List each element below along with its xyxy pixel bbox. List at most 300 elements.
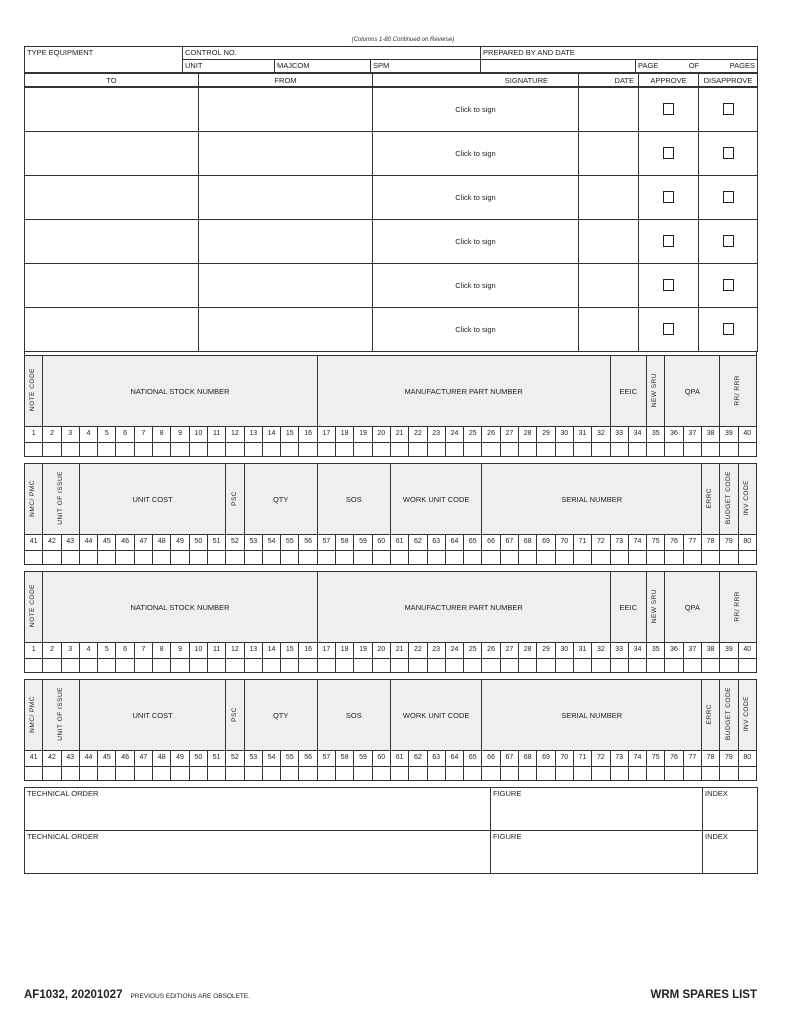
entry-cell[interactable] [647,767,665,781]
entry-cell[interactable] [134,443,152,457]
entry-cell[interactable] [299,767,317,781]
column-number: 72 [592,535,610,551]
column-number: 43 [61,751,79,767]
entry-cell[interactable] [647,659,665,673]
click-to-sign[interactable]: Click to sign [455,325,496,334]
entry-cell[interactable] [720,659,738,673]
column-number: 19 [354,427,372,443]
entry-cell[interactable] [43,551,61,565]
column-number: 4 [79,643,97,659]
entry-cell[interactable] [153,659,171,673]
entry-cell[interactable] [500,443,518,457]
click-to-sign[interactable]: Click to sign [455,149,496,158]
entry-cell[interactable] [390,659,408,673]
entry-cell[interactable] [537,443,555,457]
entry-cell[interactable] [336,767,354,781]
entry-cell[interactable] [610,551,628,565]
signature-field[interactable] [373,176,579,220]
entry-cell[interactable] [244,443,262,457]
entry-cell[interactable] [427,551,445,565]
date-header: DATE [579,74,639,87]
entry-cell[interactable] [299,659,317,673]
to-field[interactable] [25,132,199,176]
item-block-b [24,679,757,781]
disapprove-checkbox[interactable] [723,235,734,247]
unit-of-issue-label: UNIT OF ISSUE [56,687,64,741]
qty-label: QTY [244,680,317,751]
routing-table [24,73,758,87]
entry-cell[interactable] [43,443,61,457]
entry-cell[interactable] [336,551,354,565]
column-number: 66 [482,535,500,551]
column-number: 29 [537,427,555,443]
unit-cost-label: UNIT COST [79,680,225,751]
entry-cell[interactable] [336,443,354,457]
entry-cell[interactable] [281,767,299,781]
entry-cell[interactable] [116,551,134,565]
entry-cell[interactable] [628,443,646,457]
entry-cell[interactable] [445,551,463,565]
disapprove-checkbox[interactable] [723,147,734,159]
entry-cell[interactable] [43,767,61,781]
column-number: 47 [134,751,152,767]
entry-cell[interactable] [171,659,189,673]
from-field[interactable] [199,220,373,264]
entry-cell[interactable] [482,767,500,781]
index-field-1[interactable]: INDEX [703,788,758,831]
entry-cell[interactable] [445,659,463,673]
entry-cell[interactable] [61,443,79,457]
signature-header: SIGNATURE [373,74,579,87]
spm-field[interactable]: SPM [371,60,481,73]
entry-cell[interactable] [226,443,244,457]
approve-checkbox[interactable] [663,103,674,115]
entry-cell[interactable] [336,659,354,673]
entry-cell[interactable] [427,767,445,781]
entry-cell[interactable] [464,443,482,457]
entry-cell[interactable] [207,551,225,565]
from-field[interactable] [199,132,373,176]
entry-cell[interactable] [171,443,189,457]
column-number: 22 [409,643,427,659]
entry-cell[interactable] [537,659,555,673]
entry-cell[interactable] [482,551,500,565]
date-field[interactable] [579,264,639,308]
entry-cell[interactable] [61,767,79,781]
column-number: 17 [317,427,335,443]
entry-cell[interactable] [683,659,701,673]
entry-cell[interactable] [226,551,244,565]
column-number: 27 [500,643,518,659]
column-number: 74 [628,535,646,551]
entry-cell[interactable] [628,551,646,565]
signature-field[interactable] [373,88,579,132]
entry-cell[interactable] [519,551,537,565]
approve-cell [639,132,699,176]
date-field[interactable] [579,308,639,352]
entry-cell[interactable] [628,659,646,673]
majcom-field[interactable]: MAJCOM [275,60,371,73]
entry-cell[interactable] [354,551,372,565]
disapprove-checkbox[interactable] [723,103,734,115]
column-number: 26 [482,643,500,659]
entry-cell[interactable] [98,551,116,565]
entry-cell[interactable] [427,659,445,673]
entry-cell[interactable] [500,767,518,781]
entry-cell[interactable] [317,551,335,565]
entry-cell[interactable] [244,767,262,781]
entry-cell[interactable] [299,551,317,565]
signature-field[interactable] [373,132,579,176]
entry-cell[interactable] [555,659,573,673]
entry-cell[interactable] [592,767,610,781]
entry-cell[interactable] [281,551,299,565]
column-number: 43 [61,535,79,551]
column-number: 7 [134,643,152,659]
column-number: 25 [464,643,482,659]
entry-cell[interactable] [665,659,683,673]
entry-cell[interactable] [573,443,591,457]
entry-cell[interactable] [409,551,427,565]
entry-cell[interactable] [153,767,171,781]
entry-cell[interactable] [189,443,207,457]
entry-cell[interactable] [720,551,738,565]
column-number: 71 [573,535,591,551]
column-number: 80 [738,751,756,767]
entry-cell[interactable] [573,767,591,781]
figure-field-1[interactable]: FIGURE [491,788,703,831]
inv-code-label: INV CODE [742,696,750,732]
entry-cell[interactable] [738,767,756,781]
entry-cell[interactable] [98,767,116,781]
entry-cell[interactable] [427,443,445,457]
sos-label: SOS [317,680,390,751]
column-number: 31 [573,643,591,659]
to-field[interactable] [25,220,199,264]
entry-cell[interactable] [262,551,280,565]
figure-field-2[interactable]: FIGURE [491,831,703,874]
entry-cell[interactable] [79,551,97,565]
entry-cell[interactable] [464,659,482,673]
from-field[interactable] [199,88,373,132]
column-number: 34 [628,643,646,659]
entry-cell[interactable] [25,443,43,457]
column-number: 5 [98,643,116,659]
form-footer [24,989,757,1009]
entry-cell[interactable] [372,767,390,781]
entry-cell[interactable] [390,551,408,565]
entry-cell[interactable] [573,551,591,565]
type-equipment-field[interactable]: TYPE EQUIPMENT [25,47,183,73]
entry-cell[interactable] [610,767,628,781]
entry-cell[interactable] [134,659,152,673]
entry-cell[interactable] [482,443,500,457]
entry-cell[interactable] [98,659,116,673]
entry-cell[interactable] [500,659,518,673]
entry-cell[interactable] [244,659,262,673]
note-code-label: NOTE CODE [29,584,37,628]
signature-field[interactable] [373,308,579,352]
column-number: 15 [281,643,299,659]
entry-cell[interactable] [134,767,152,781]
entry-cell[interactable] [464,551,482,565]
entry-cell[interactable] [665,551,683,565]
unit-field[interactable]: UNIT [183,60,275,73]
eeic-label: EEIC [610,572,647,643]
entry-cell[interactable] [25,551,43,565]
entry-cell[interactable] [683,443,701,457]
entry-cell[interactable] [409,443,427,457]
approve-cell [639,308,699,352]
entry-cell[interactable] [647,443,665,457]
entry-cell[interactable] [171,767,189,781]
entry-cell[interactable] [738,443,756,457]
entry-cell[interactable] [354,767,372,781]
entry-cell[interactable] [445,767,463,781]
disapprove-cell [699,264,758,308]
entry-cell[interactable] [738,551,756,565]
to-field[interactable] [25,176,199,220]
entry-cell[interactable] [701,443,719,457]
entry-cell[interactable] [79,767,97,781]
entry-cell[interactable] [281,659,299,673]
column-number: 56 [299,535,317,551]
column-number: 45 [98,751,116,767]
approve-checkbox[interactable] [663,279,674,291]
entry-cell[interactable] [189,659,207,673]
entry-cell[interactable] [683,767,701,781]
entry-cell[interactable] [25,659,43,673]
column-number: 25 [464,427,482,443]
entry-cell[interactable] [720,767,738,781]
column-number: 21 [390,643,408,659]
entry-cell[interactable] [683,551,701,565]
column-number: 28 [519,643,537,659]
click-to-sign[interactable]: Click to sign [455,281,496,290]
entry-cell[interactable] [647,551,665,565]
column-number: 34 [628,427,646,443]
entry-cell[interactable] [555,551,573,565]
column-number: 38 [701,643,719,659]
entry-cell[interactable] [573,659,591,673]
entry-cell[interactable] [299,443,317,457]
approve-checkbox[interactable] [663,191,674,203]
prepared-by-field[interactable]: PREPARED BY AND DATE [481,47,758,60]
index-field-2[interactable]: INDEX [703,831,758,874]
column-number: 10 [189,427,207,443]
column-number: 26 [482,427,500,443]
new-sru-label: NEW SRU [651,588,659,624]
entry-cell[interactable] [390,767,408,781]
date-field[interactable] [579,132,639,176]
entry-cell[interactable] [610,443,628,457]
entry-cell[interactable] [317,659,335,673]
entry-cell[interactable] [519,443,537,457]
form-id: AF1032, 20201027 PREVIOUS EDITIONS ARE OBSOLETE. [24,989,251,1001]
entry-cell[interactable] [610,659,628,673]
entry-cell[interactable] [372,659,390,673]
entry-cell[interactable] [592,551,610,565]
entry-cell[interactable] [207,767,225,781]
click-to-sign[interactable]: Click to sign [455,105,496,114]
entry-cell[interactable] [189,551,207,565]
technical-order-field-1[interactable]: TECHNICAL ORDER [25,788,491,831]
column-number: 76 [665,535,683,551]
entry-cell[interactable] [592,659,610,673]
signature-field[interactable] [373,264,579,308]
to-field[interactable] [25,308,199,352]
qty-label: QTY [244,464,317,535]
entry-cell[interactable] [79,659,97,673]
signature-field[interactable] [373,220,579,264]
entry-cell[interactable] [171,551,189,565]
from-header: FROM [199,74,373,87]
from-field[interactable] [199,264,373,308]
entry-cell[interactable] [354,659,372,673]
entry-cell[interactable] [354,443,372,457]
click-to-sign[interactable]: Click to sign [455,237,496,246]
column-number: 60 [372,535,390,551]
entry-cell[interactable] [628,767,646,781]
header-table [24,46,758,73]
entry-cell[interactable] [116,659,134,673]
date-field[interactable] [579,220,639,264]
entry-cell[interactable] [519,767,537,781]
entry-cell[interactable] [61,551,79,565]
column-number: 65 [464,751,482,767]
column-number: 35 [647,643,665,659]
column-number: 40 [738,427,756,443]
entry-cell[interactable] [226,659,244,673]
entry-cell[interactable] [43,659,61,673]
column-number: 57 [317,751,335,767]
entry-cell[interactable] [665,443,683,457]
entry-cell[interactable] [701,767,719,781]
control-no-field[interactable]: CONTROL NO. [183,47,481,60]
entry-cell[interactable] [701,551,719,565]
entry-cell[interactable] [482,659,500,673]
column-number: 33 [610,427,628,443]
column-number: 9 [171,427,189,443]
to-field[interactable] [25,88,199,132]
entry-cell[interactable] [317,767,335,781]
entry-cell[interactable] [244,551,262,565]
page-field[interactable]: PAGE OF PAGES [636,60,758,73]
entry-cell[interactable] [116,767,134,781]
column-number: 57 [317,535,335,551]
column-number: 13 [244,427,262,443]
entry-cell[interactable] [116,443,134,457]
entry-cell[interactable] [592,443,610,457]
from-field[interactable] [199,308,373,352]
mpn-label: MANUFACTURER PART NUMBER [317,356,610,427]
eeic-label: EEIC [610,356,647,427]
entry-cell[interactable] [262,659,280,673]
entry-cell[interactable] [153,551,171,565]
column-number: 6 [116,427,134,443]
column-number: 47 [134,535,152,551]
column-number: 74 [628,751,646,767]
column-number: 64 [445,751,463,767]
entry-cell[interactable] [519,659,537,673]
column-number: 2 [43,427,61,443]
entry-cell[interactable] [372,551,390,565]
date-field[interactable] [579,176,639,220]
approve-checkbox[interactable] [663,323,674,335]
date-field[interactable] [579,88,639,132]
entry-cell[interactable] [207,659,225,673]
entry-cell[interactable] [500,551,518,565]
entry-cell[interactable] [134,551,152,565]
to-field[interactable] [25,264,199,308]
entry-cell[interactable] [372,443,390,457]
column-number: 42 [43,751,61,767]
nsn-label: NATIONAL STOCK NUMBER [43,356,317,427]
entry-cell[interactable] [701,659,719,673]
entry-cell[interactable] [153,443,171,457]
entry-cell[interactable] [390,443,408,457]
column-number: 59 [354,535,372,551]
work-unit-code-label: WORK UNIT CODE [390,464,481,535]
column-number: 54 [262,751,280,767]
column-number: 62 [409,535,427,551]
column-number: 32 [592,643,610,659]
technical-order-field-2[interactable]: TECHNICAL ORDER [25,831,491,874]
column-number: 4 [79,427,97,443]
click-to-sign[interactable]: Click to sign [455,193,496,202]
entry-cell[interactable] [317,443,335,457]
approve-checkbox[interactable] [663,147,674,159]
entry-cell[interactable] [537,551,555,565]
column-number: 24 [445,427,463,443]
column-number: 55 [281,535,299,551]
entry-cell[interactable] [262,767,280,781]
entry-cell[interactable] [61,659,79,673]
entry-cell[interactable] [79,443,97,457]
entry-cell[interactable] [665,767,683,781]
entry-cell[interactable] [25,767,43,781]
entry-cell[interactable] [226,767,244,781]
entry-cell[interactable] [537,767,555,781]
entry-cell[interactable] [207,443,225,457]
new-sru-label: NEW SRU [651,372,659,408]
entry-cell[interactable] [262,443,280,457]
entry-cell[interactable] [409,767,427,781]
sos-label: SOS [317,464,390,535]
column-number: 46 [116,535,134,551]
disapprove-checkbox[interactable] [723,323,734,335]
column-number: 73 [610,535,628,551]
entry-cell[interactable] [555,767,573,781]
entry-cell[interactable] [720,443,738,457]
entry-cell[interactable] [281,443,299,457]
column-number: 63 [427,535,445,551]
disapprove-checkbox[interactable] [723,279,734,291]
entry-cell[interactable] [409,659,427,673]
entry-cell[interactable] [738,659,756,673]
entry-cell[interactable] [464,767,482,781]
entry-cell[interactable] [98,443,116,457]
entry-cell[interactable] [555,443,573,457]
column-number: 1 [25,643,43,659]
approve-checkbox[interactable] [663,235,674,247]
entry-cell[interactable] [189,767,207,781]
from-field[interactable] [199,176,373,220]
entry-cell[interactable] [445,443,463,457]
column-number: 44 [79,751,97,767]
disapprove-checkbox[interactable] [723,191,734,203]
column-number: 80 [738,535,756,551]
